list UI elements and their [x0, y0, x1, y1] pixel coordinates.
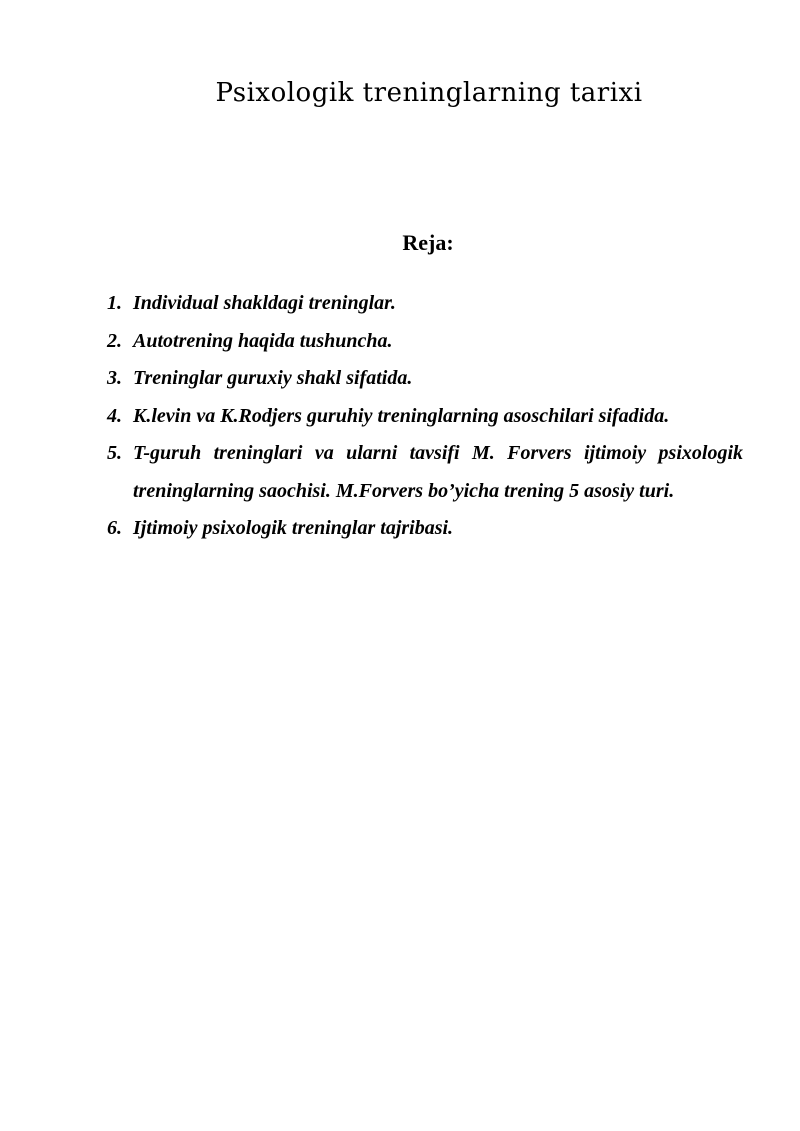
plan-item-number: 6. — [107, 517, 122, 539]
plan-item-text: T-guruh treninglari va ularni tavsifi M. Forvers ijtimoiy psixologik treninglarning saochisi. M.Forvers bo’yicha trening 5 asosiy turi. — [133, 442, 743, 502]
plan-item-text: Individual shakldagi treninglar. — [133, 292, 396, 314]
plan-item-number: 4. — [107, 404, 122, 427]
page-title: Psixologik treninglarning tarixi — [215, 78, 643, 108]
plan-item-text: Treninglar guruxiy shakl sifatida. — [133, 367, 413, 389]
plan-item-4 — [107, 398, 743, 436]
plan-heading: Reja: — [402, 230, 454, 255]
plan-item-2 — [107, 323, 743, 361]
plan-item-number: 5. — [107, 442, 122, 464]
plan-item-6 — [107, 510, 743, 548]
plan-item-text: Ijtimoiy psixologik treninglar tajribasi. — [133, 517, 454, 539]
plan-item-5 — [107, 435, 743, 510]
plan-list — [107, 285, 743, 548]
plan-item-1 — [107, 285, 743, 323]
plan-item-text: K.levin va K.Rodjers guruhiy treninglarning asoschilari sifadida. — [133, 404, 670, 427]
plan-item-number: 2. — [107, 329, 122, 352]
plan-item-3 — [107, 360, 743, 398]
plan-item-number: 1. — [107, 292, 122, 314]
plan-item-text: Autotrening haqida tushuncha. — [133, 329, 393, 352]
plan-item-number: 3. — [107, 367, 122, 389]
